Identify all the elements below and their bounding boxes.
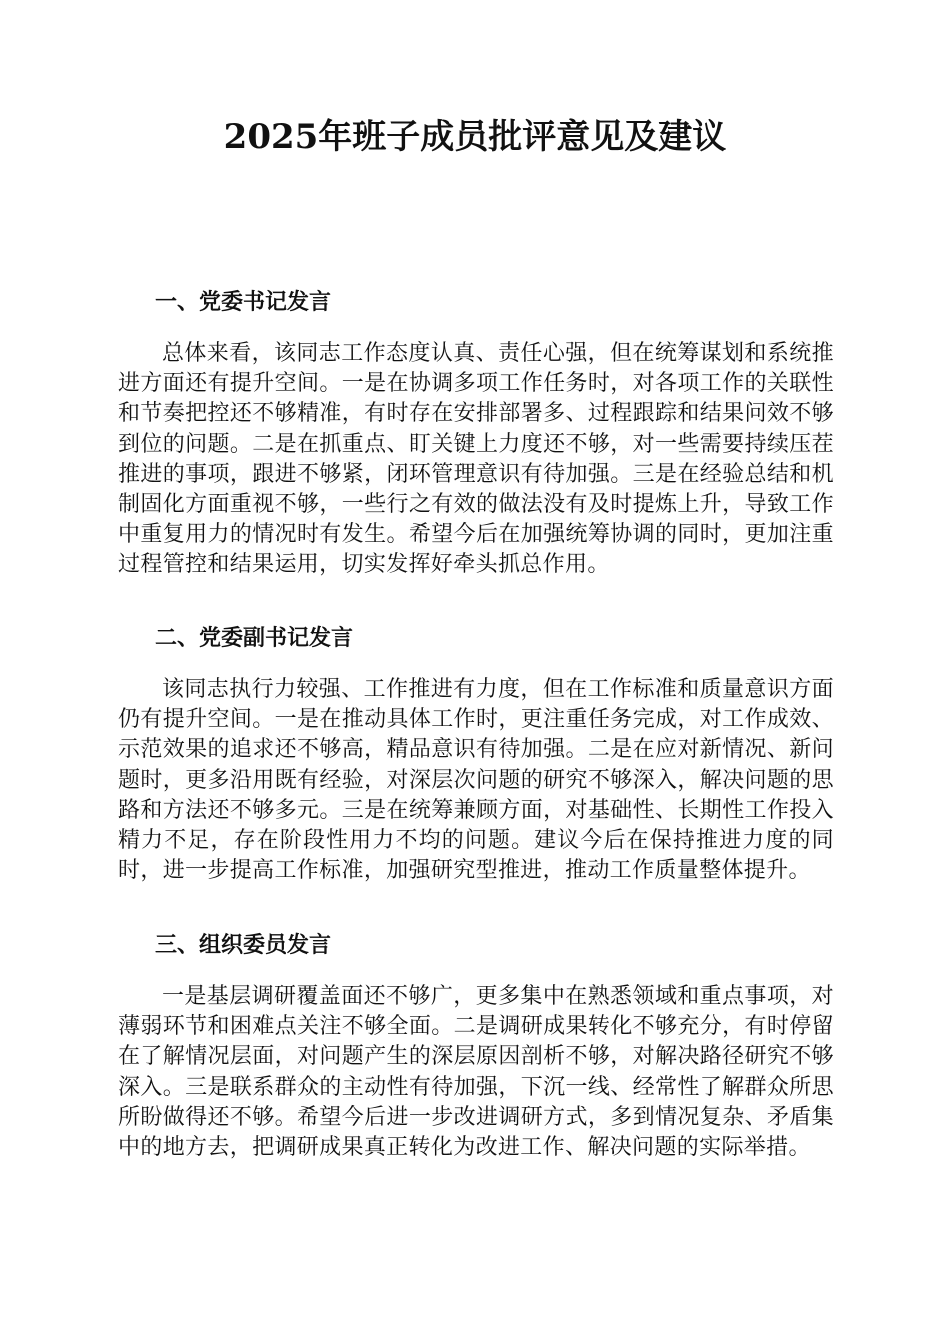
- section-paragraph: 总体来看，该同志工作态度认真、责任心强，但在统筹谋划和系统推进方面还有提升空间。一是在协调多项工作任务时，对各项工作的关联性和节奏把控还不够精准，有时存在安排部署多、过程跟踪和结果问效不够到位的问题。二是在抓重点、盯关键上力度还不够，对一些需要持续压茬推进的事项，跟进不够紧，闭环管理意识有待加强。三是在经验总结和机制固化方面重视不够，一些行之有效的做法没有及时提炼上升，导致工作中重复用力的情况时有发生。希望今后在加强统筹协调的同时，更加注重过程管控和结果运用，切实发挥好牵头抓总作用。: [118, 341, 834, 578]
- section-organization-member: [118, 930, 834, 1163]
- section-deputy-party-secretary: [118, 623, 834, 886]
- document-title: 2025年班子成员批评意见及建议: [223, 117, 727, 157]
- section-paragraph: 一是基层调研覆盖面还不够广，更多集中在熟悉领域和重点事项，对薄弱环节和困难点关注不够全面。二是调研成果转化不够充分，有时停留在了解情况层面，对问题产生的深层原因剖析不够，对解决路径研究不够深入。三是联系群众的主动性有待加强，下沉一线、经常性了解群众所思所盼做得还不够。希望今后进一步改进调研方式，多到情况复杂、矛盾集中的地方去，把调研成果真正转化为改进工作、解决问题的实际举措。: [118, 984, 834, 1161]
- section-paragraph: 该同志执行力较强、工作推进有力度，但在工作标准和质量意识方面仍有提升空间。一是在推动具体工作时，更注重任务完成，对工作成效、示范效果的追求还不够高，精品意识有待加强。二是在应对新情况、新问题时，更多沿用既有经验，对深层次问题的研究不够深入，解决问题的思路和方法还不够多元。三是在统筹兼顾方面，对基础性、长期性工作投入精力不足，存在阶段性用力不均的问题。建议今后在保持推进力度的同时，进一步提高工作标准，加强研究型推进，推动工作质量整体提升。: [118, 677, 834, 884]
- section-heading: 一、党委书记发言: [155, 289, 332, 315]
- section-heading: 二、党委副书记发言: [155, 625, 354, 651]
- section-party-secretary: [118, 287, 834, 581]
- section-heading: 三、组织委员发言: [155, 932, 332, 958]
